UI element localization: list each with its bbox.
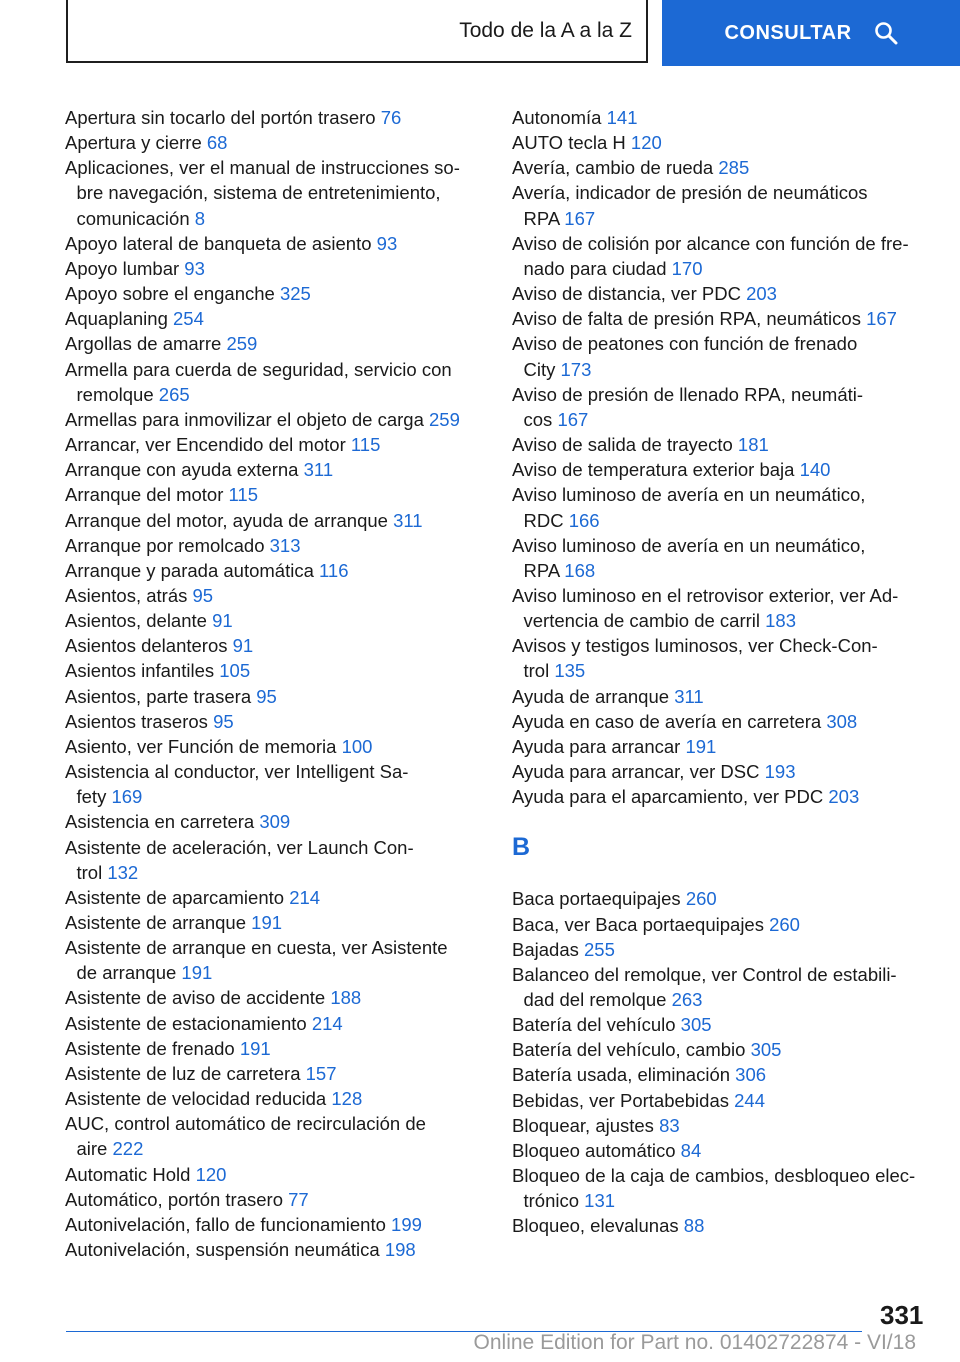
entry-text: Aviso de peatones con función de frenado City [512, 333, 858, 380]
consult-button[interactable] [662, 0, 960, 66]
page-link[interactable]: 120 [630, 132, 662, 154]
index-entry [65, 1187, 475, 1212]
entry-text: Ayuda para arrancar, ver DSC [512, 761, 760, 783]
page-link[interactable]: 214 [311, 1012, 343, 1034]
page-link[interactable]: 305 [680, 1014, 712, 1036]
entry-text: Asientos, atrás [65, 584, 188, 606]
entry-text: Apertura sin tocarlo del portón trasero [65, 107, 376, 128]
entry-text: Ayuda de arranque [512, 685, 670, 707]
entry-text: Asistencia al conductor, ver Intelligent Sa- fety [65, 761, 409, 808]
entry-text: Asistente de arranque [65, 912, 247, 933]
page-link[interactable]: 255 [584, 938, 615, 960]
index-entry [512, 1163, 930, 1213]
index-entry [512, 759, 930, 784]
page-link[interactable]: 191 [239, 1037, 271, 1059]
page-link[interactable]: 313 [269, 534, 301, 556]
page-link[interactable]: 83 [659, 1114, 680, 1136]
page-link[interactable]: 244 [734, 1089, 766, 1111]
index-entry [65, 331, 475, 356]
page-link[interactable]: 169 [111, 786, 143, 808]
page-link[interactable]: 77 [288, 1188, 309, 1210]
entry-text: Autonomía [512, 107, 602, 128]
index-entry [65, 809, 475, 834]
page-link[interactable]: 260 [769, 913, 800, 935]
entry-text: Aviso de falta de presión RPA, neumáticos [512, 308, 861, 330]
index-entry [512, 533, 930, 583]
header [0, 0, 960, 68]
index-entry [65, 1212, 475, 1237]
search-icon [874, 21, 898, 45]
index-entry [512, 962, 930, 1012]
entry-text: Aviso luminoso de avería en un neumático, RPA [512, 534, 866, 581]
entry-text: Asientos, delante [65, 610, 207, 632]
entry-text: Ayuda para arrancar [512, 735, 681, 757]
entry-text: Aviso luminoso de avería en un neumático, RDC [512, 484, 866, 531]
entry-text: Asientos traseros [65, 710, 208, 732]
entry-text: Asistente de frenado [65, 1037, 235, 1059]
entry-text: Asientos, parte trasera [65, 685, 252, 707]
entry-text: Arranque por remolcado [65, 534, 265, 556]
page-link[interactable]: 135 [554, 660, 586, 682]
index-entry [512, 886, 930, 911]
entry-text: Arrancar, ver Encendido del motor [65, 434, 346, 456]
index-entry [65, 835, 475, 885]
page-link[interactable]: 181 [737, 434, 769, 456]
page-link[interactable]: 76 [380, 107, 402, 128]
index-entry [65, 608, 475, 633]
tab-a-to-z[interactable] [66, 0, 648, 63]
page-link[interactable]: 203 [746, 283, 777, 305]
entry-text: Baca portaequipajes [512, 888, 681, 910]
entry-text: Ayuda en caso de avería en carretera [512, 710, 822, 732]
page-link[interactable]: 311 [393, 509, 423, 531]
index-entry [65, 1011, 475, 1036]
entry-text: Aviso luminoso en el retrovisor exterior, ver Ad- vertencia de cambio de carril [512, 584, 899, 632]
index-entry [512, 1138, 930, 1163]
entry-text: Asistente de aceleración, ver Launch Con- trol [65, 836, 414, 883]
index-entry [65, 1036, 475, 1061]
entry-text: Automático, portón trasero [65, 1188, 283, 1210]
page-link[interactable]: 141 [606, 107, 638, 128]
index-entry [512, 1088, 930, 1113]
page-link[interactable]: 91 [232, 635, 254, 657]
page-link[interactable]: 91 [212, 610, 233, 632]
index-entry [512, 734, 930, 759]
entry-text: Arranque y parada automática [65, 559, 314, 581]
index-entry [65, 1162, 475, 1187]
entry-text: Argollas de amarre [65, 333, 222, 355]
page-link[interactable]: 157 [305, 1062, 337, 1084]
index-entry [512, 784, 930, 809]
entry-text: AUC, control automático de recirculación de aire [65, 1113, 426, 1160]
page-link[interactable]: 105 [219, 660, 251, 682]
index-entry [512, 583, 930, 633]
entry-text: Asientos infantiles [65, 660, 215, 682]
entry-text: Apoyo lateral de banqueta de asiento [65, 232, 372, 254]
index-entry [65, 885, 475, 910]
entry-text: Avería, cambio de rueda [512, 157, 714, 179]
page-link[interactable]: 188 [330, 987, 362, 1009]
entry-text: Batería del vehículo, cambio [512, 1039, 746, 1061]
entry-text: Bebidas, ver Portabebidas [512, 1089, 729, 1111]
index-entry [65, 1061, 475, 1086]
index-entry [65, 457, 475, 482]
entry-text: Armellas para inmovilizar el objeto de carga [65, 408, 424, 430]
index-entry [512, 457, 930, 482]
entry-text: Asientos delanteros [65, 635, 228, 657]
page-link[interactable]: 311 [674, 685, 704, 707]
section-letter: B [512, 833, 531, 862]
index-entry [65, 684, 475, 709]
page-link[interactable]: 308 [826, 710, 858, 732]
entry-text: Baca, ver Baca portaequipajes [512, 913, 764, 935]
index-entry [512, 633, 930, 683]
page-link[interactable]: 265 [158, 383, 190, 405]
index-column-right [512, 105, 930, 1239]
entry-text: Bajadas [512, 938, 579, 960]
index-entry [512, 1213, 930, 1238]
entry-text: Batería del vehículo [512, 1014, 676, 1036]
page-link[interactable]: 260 [685, 888, 717, 910]
page-link[interactable]: 100 [341, 735, 373, 757]
entry-text: Armella para cuerda de seguridad, servicio con remolque [65, 358, 452, 405]
index-group-b [512, 886, 930, 1238]
entry-text: Arranque con ayuda externa [65, 459, 299, 481]
entry-text: Arranque del motor, ayuda de arranque [65, 509, 388, 531]
page-link[interactable]: 167 [557, 408, 589, 430]
index-entry [65, 407, 475, 432]
entry-text: Asistente de luz de carretera [65, 1062, 301, 1084]
entry-text: Asistencia en carretera [65, 811, 255, 833]
entry-text: Asistente de aviso de accidente [65, 987, 326, 1009]
entry-text: Aviso de salida de trayecto [512, 434, 733, 456]
index-entry [65, 709, 475, 734]
index-entry [65, 583, 475, 608]
index-entry [512, 1037, 930, 1062]
index-entry [65, 306, 475, 331]
page-link[interactable]: 140 [799, 459, 831, 481]
page-link[interactable]: 214 [289, 886, 321, 908]
index-entry [65, 734, 475, 759]
tab-a-to-z-label: Todo de la A a la Z [459, 18, 632, 42]
page-link[interactable]: 285 [718, 157, 750, 179]
index-entry [65, 1111, 475, 1161]
index-entry [65, 231, 475, 256]
index-entry [512, 1113, 930, 1138]
page-link[interactable]: 259 [226, 333, 258, 355]
index-entry [65, 130, 475, 155]
index-entry [512, 155, 930, 180]
index-entry [512, 482, 930, 532]
entry-text: Avisos y testigos luminosos, ver Check-Con- trol [512, 635, 878, 682]
entry-text: Asistente de velocidad reducida [65, 1088, 327, 1110]
page-link[interactable]: 115 [228, 484, 259, 506]
entry-text: Balanceo del remolque, ver Control de estabili- dad del remolque [512, 963, 897, 1010]
page-link[interactable]: 167 [866, 308, 897, 330]
entry-text: Aquaplaning [65, 308, 168, 330]
index-entry [512, 1012, 930, 1037]
index-entry [65, 1086, 475, 1111]
page-link[interactable]: 222 [112, 1138, 144, 1160]
index-entry [65, 482, 475, 507]
page-link[interactable]: 193 [764, 761, 796, 783]
index-entry [65, 256, 475, 281]
page-link[interactable]: 254 [173, 308, 204, 330]
entry-text: Aviso de presión de llenado RPA, neumáti- cos [512, 383, 864, 430]
page-link[interactable]: 132 [107, 861, 139, 883]
index-entry [512, 912, 930, 937]
entry-text: Apoyo lumbar [65, 257, 180, 279]
page-link[interactable]: 191 [251, 912, 283, 933]
entry-text: Ayuda para el aparcamiento, ver PDC [512, 786, 824, 808]
page-link[interactable]: 131 [584, 1190, 616, 1212]
page-link[interactable]: 170 [671, 257, 703, 279]
page-link[interactable]: 263 [671, 989, 703, 1010]
entry-text: Asistente de estacionamiento [65, 1012, 307, 1034]
index-entry [65, 432, 475, 457]
page-link[interactable]: 68 [206, 132, 228, 154]
index-entry [512, 130, 930, 155]
entry-text: Apertura y cierre [65, 132, 202, 154]
page-link[interactable]: 168 [564, 559, 596, 581]
index-entry [512, 281, 930, 306]
page-link[interactable]: 95 [256, 685, 277, 707]
index-group-a [512, 105, 930, 809]
page-link[interactable]: 259 [429, 408, 460, 430]
page-link[interactable]: 311 [303, 459, 334, 481]
entry-text: Autonivelación, fallo de funcionamiento [65, 1213, 386, 1235]
index-entry [65, 658, 475, 683]
consult-label: CONSULTAR [724, 21, 852, 44]
index-entry [512, 937, 930, 962]
page-link[interactable]: 115 [350, 434, 381, 456]
entry-text: Bloqueo automático [512, 1139, 676, 1161]
index-entry [512, 684, 930, 709]
page-link[interactable]: 95 [213, 710, 234, 732]
index-column-left [65, 105, 475, 1262]
page-link[interactable]: 128 [331, 1088, 363, 1110]
entry-text: Asistente de arranque en cuesta, ver Asistente de arranque [65, 937, 448, 984]
page-link[interactable]: 93 [376, 232, 398, 254]
entry-text: Aviso de distancia, ver PDC [512, 283, 741, 305]
page-link[interactable]: 166 [568, 509, 600, 531]
index-entry [65, 935, 475, 985]
index-entry [65, 1237, 475, 1262]
index-entry [65, 281, 475, 306]
entry-text: Aviso de temperatura exterior baja [512, 459, 795, 481]
page-link[interactable]: 116 [319, 559, 349, 581]
index-entry [65, 759, 475, 809]
page-link[interactable]: 198 [384, 1239, 416, 1261]
page-link[interactable]: 306 [735, 1064, 767, 1086]
entry-text: Aplicaciones, ver el manual de instrucciones so- bre navegación, sistema de entretenimiento, comunicación [65, 157, 460, 229]
index-entry [65, 533, 475, 558]
index-entry [512, 105, 930, 130]
page-link[interactable]: 167 [564, 207, 596, 229]
entry-text: Avería, indicador de presión de neumáticos RPA [512, 182, 868, 229]
page-link[interactable]: 199 [391, 1213, 422, 1235]
entry-text: Apoyo sobre el enganche [65, 283, 275, 305]
index-entry [512, 1062, 930, 1087]
entry-text: Aviso de colisión por alcance con función de fre- nado para ciudad [512, 232, 909, 279]
entry-text: Automatic Hold [65, 1163, 191, 1185]
index-entry [512, 231, 930, 281]
page-link[interactable]: 203 [828, 786, 860, 808]
index-entry [65, 633, 475, 658]
page-number: 331 [880, 1300, 924, 1330]
page-link[interactable]: 309 [259, 811, 291, 833]
entry-text: Bloqueo, elevalunas [512, 1215, 679, 1237]
index-entry [65, 508, 475, 533]
index-entry [512, 331, 930, 381]
index-entry [65, 910, 475, 935]
index-entry [65, 985, 475, 1010]
page-link[interactable]: 191 [181, 962, 213, 984]
index-entry [512, 432, 930, 457]
index-entry [65, 357, 475, 407]
entry-text: AUTO tecla H [512, 132, 626, 154]
entry-text: Batería usada, eliminación [512, 1064, 731, 1086]
page-link[interactable]: 325 [279, 283, 311, 305]
page-link[interactable]: 95 [192, 584, 214, 606]
footer-edition: Online Edition for Part no. 01402722874 - VI/18 [473, 1331, 916, 1354]
page-link[interactable]: 93 [184, 257, 205, 279]
index-entry [65, 105, 475, 130]
page-link[interactable]: 191 [685, 735, 717, 757]
index-entry [65, 558, 475, 583]
page-link[interactable]: 183 [765, 610, 797, 632]
index-entry [512, 180, 930, 230]
entry-text: Arranque del motor [65, 484, 224, 506]
page-link[interactable]: 173 [560, 358, 592, 380]
entry-text: Bloquear, ajustes [512, 1114, 654, 1136]
index-entry [512, 709, 930, 734]
page-link[interactable]: 84 [680, 1139, 702, 1161]
index-entry [512, 382, 930, 432]
entry-text: Asiento, ver Función de memoria [65, 735, 337, 757]
page-link[interactable]: 305 [750, 1039, 782, 1061]
index-entry [512, 306, 930, 331]
entry-text: Bloqueo de la caja de cambios, desbloqueo elec- trónico [512, 1165, 916, 1212]
page-link[interactable]: 88 [683, 1215, 705, 1237]
page-link[interactable]: 120 [195, 1163, 227, 1185]
index-entry [65, 155, 475, 230]
page-link[interactable]: 8 [194, 207, 206, 229]
entry-text: Autonivelación, suspensión neumática [65, 1239, 380, 1261]
entry-text: Asistente de aparcamiento [65, 886, 285, 908]
